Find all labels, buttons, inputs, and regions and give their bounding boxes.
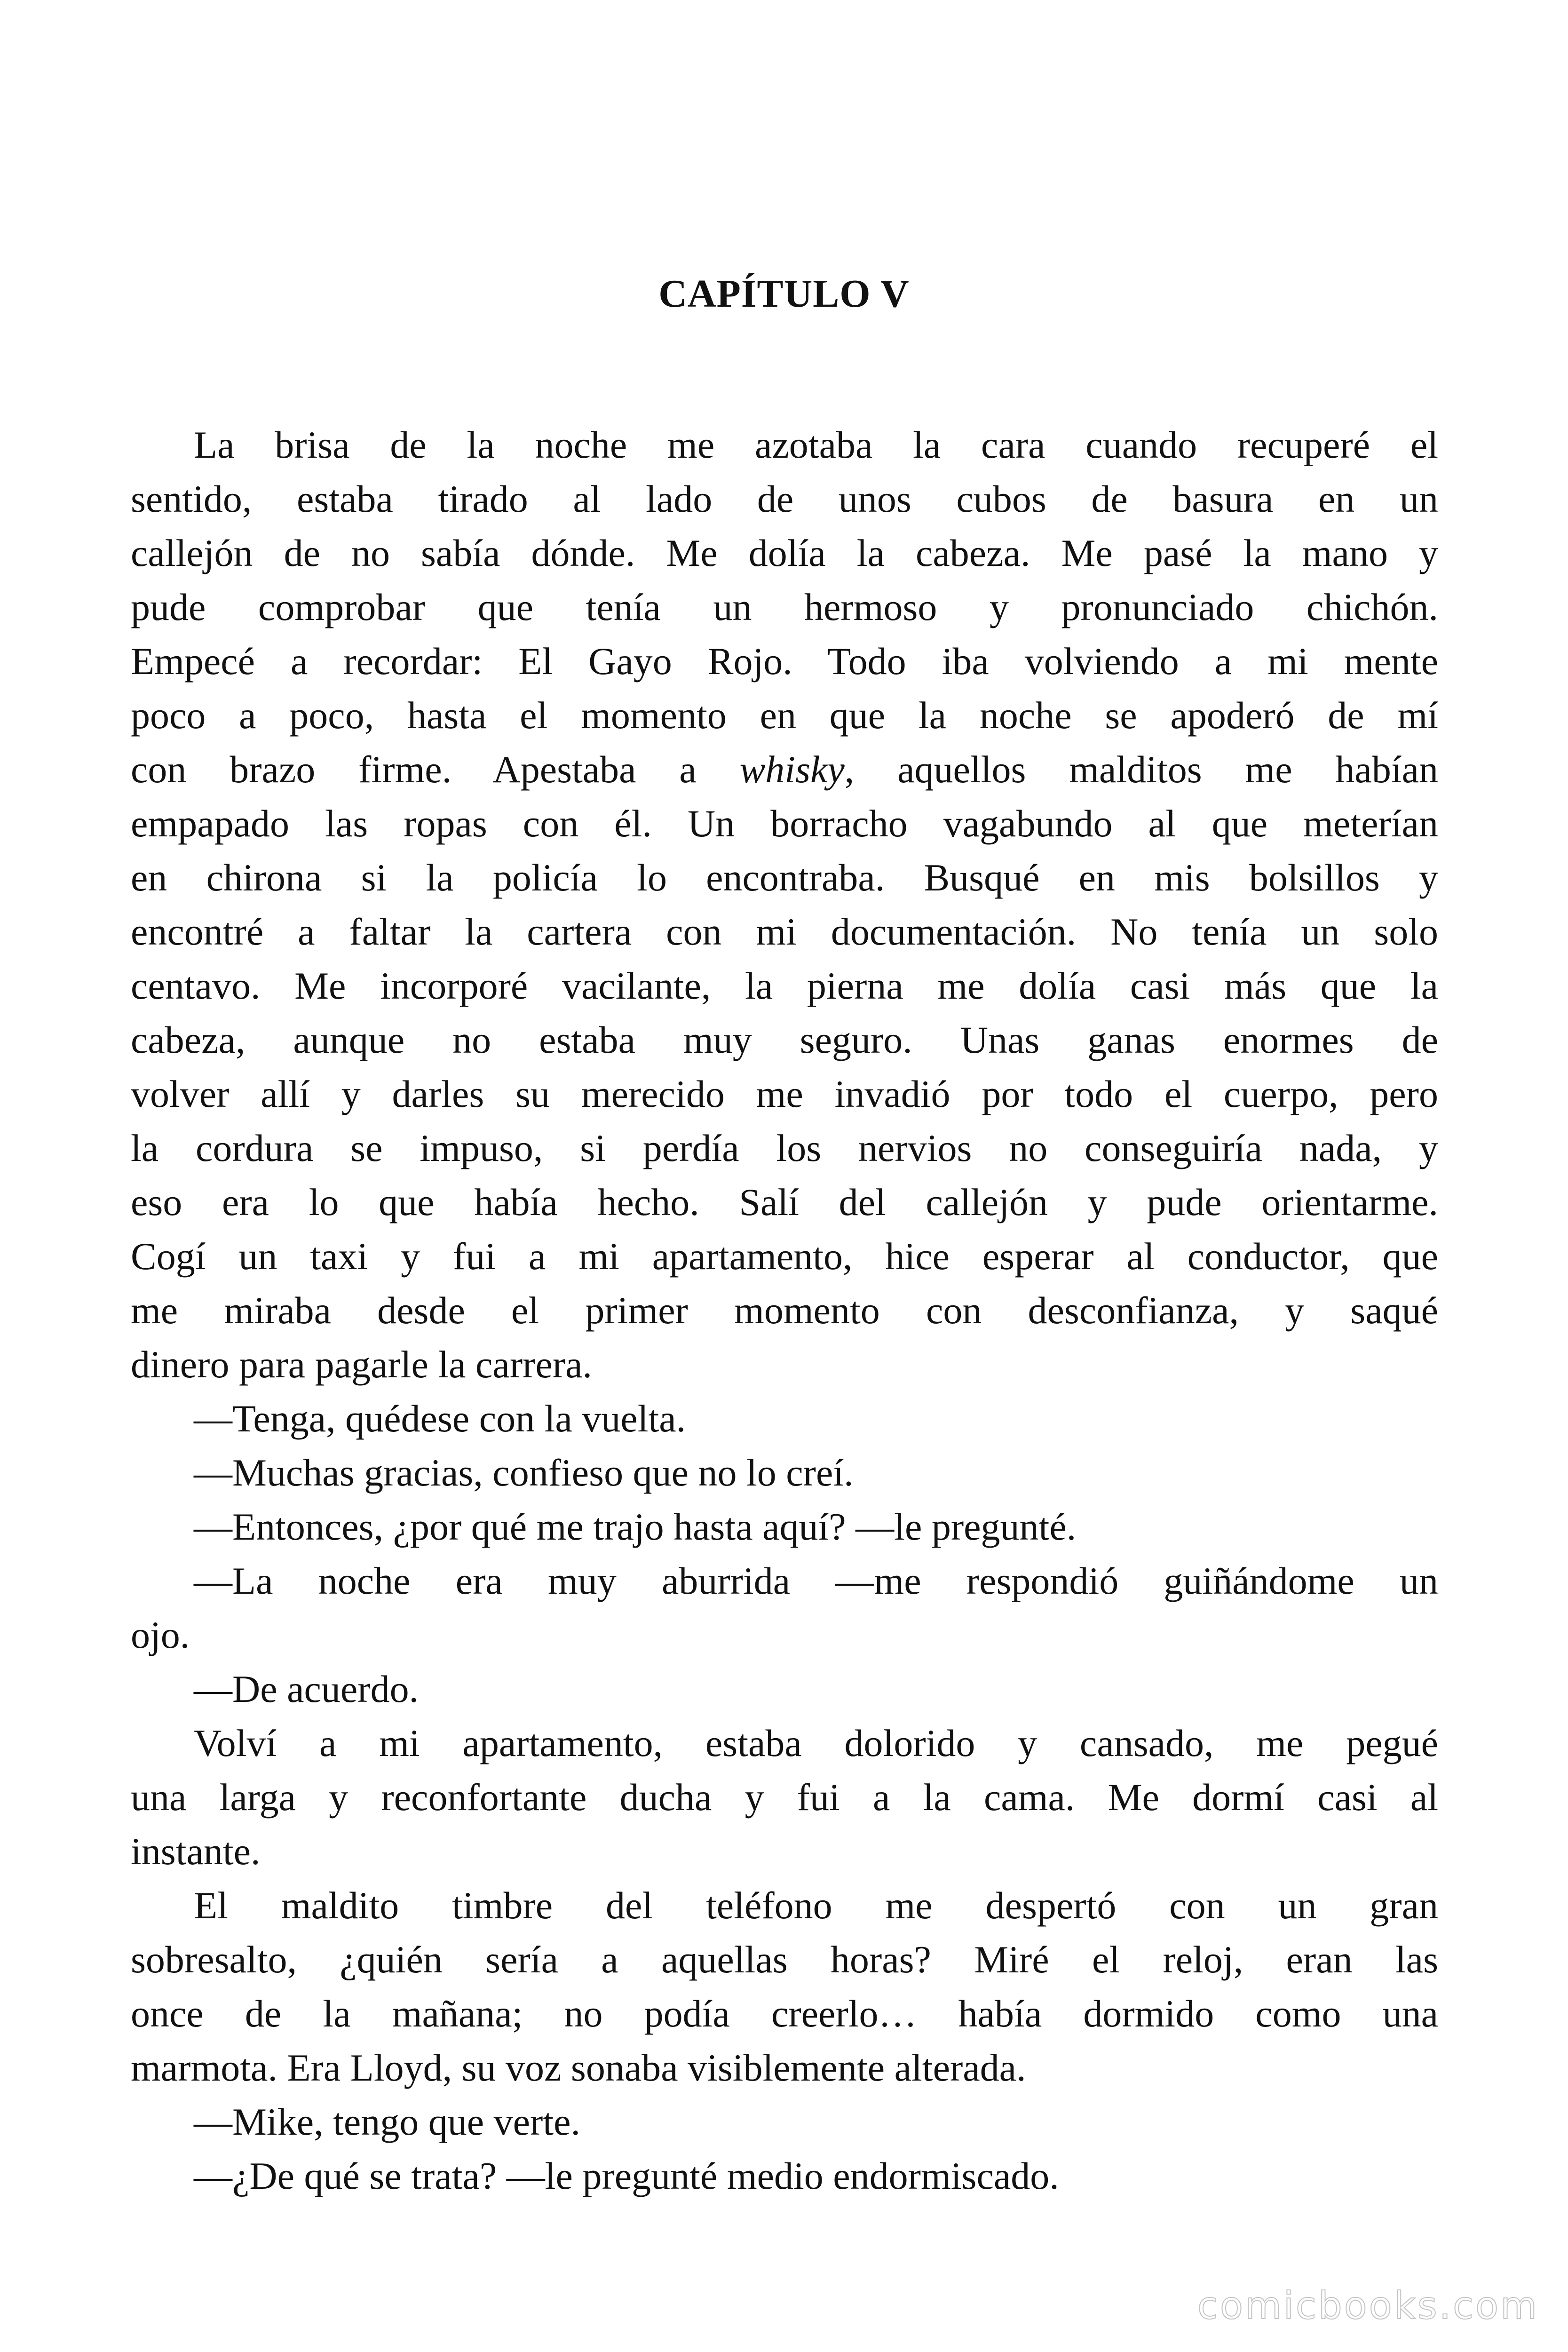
text-line: pude comprobar que tenía un hermoso y pronunciado chichón. (131, 586, 1438, 628)
text-line: —La noche era muy aburrida —me respondió guiñándome un (194, 1559, 1438, 1602)
text-line: —Entonces, ¿por qué me trajo hasta aquí? —le pregunté. (194, 1505, 1077, 1548)
text-line: Empecé a recordar: El Gayo Rojo. Todo iba volviendo a mi mente (131, 640, 1438, 683)
chapter-title: CAPÍTULO V (658, 272, 910, 316)
text-line: —De acuerdo. (194, 1668, 419, 1710)
text-line: —¿De qué se trata? —le pregunté medio endormiscado. (194, 2154, 1059, 2197)
text-line: dinero para pagarle la carrera. (131, 1343, 593, 1386)
watermark: comicbooks.com (1197, 2284, 1539, 2328)
text-line: Volví a mi apartamento, estaba dolorido y cansado, me pegué (194, 1722, 1438, 1764)
text-line: me miraba desde el primer momento con desconfianza, y saqué (131, 1289, 1438, 1332)
text-line: centavo. Me incorporé vacilante, la pierna me dolía casi más que la (131, 964, 1438, 1007)
text-line: volver allí y darles su merecido me invadió por todo el cuerpo, pero (131, 1073, 1438, 1115)
text-line: encontré a faltar la cartera con mi documentación. No tenía un solo (131, 910, 1438, 953)
text-line: once de la mañana; no podía creerlo… había dormido como una (131, 1992, 1438, 2035)
text-line: sobresalto, ¿quién sería a aquellas horas? Miré el reloj, eran las (131, 1938, 1438, 1981)
text-line: poco a poco, hasta el momento en que la noche se apoderó de mí (131, 694, 1438, 737)
text-line: cabeza, aunque no estaba muy seguro. Unas ganas enormes de (131, 1018, 1438, 1061)
italic-word: whisky (739, 748, 845, 791)
text-line: sentido, estaba tirado al lado de unos cubos de basura en un (131, 477, 1438, 520)
text-line: La brisa de la noche me azotaba la cara cuando recuperé el (194, 423, 1438, 466)
text-line: ojo. (131, 1613, 190, 1656)
text-line: —Tenga, quédese con la vuelta. (194, 1397, 686, 1440)
text-line: instante. (131, 1830, 261, 1873)
text-line: —Mike, tengo que verte. (194, 2100, 581, 2143)
text-line: la cordura se impuso, si perdía los nervios no conseguiría nada, y (131, 1127, 1438, 1169)
text-line: —Muchas gracias, confieso que no lo creí. (194, 1451, 854, 1494)
text-line: Cogí un taxi y fui a mi apartamento, hice esperar al conductor, que (131, 1235, 1438, 1278)
text-line: marmota. Era Lloyd, su voz sonaba visiblemente alterada. (131, 2046, 1026, 2089)
text-line: con brazo firme. Apestaba a whisky, aquellos malditos me habían (131, 748, 1438, 791)
text-line: eso era lo que había hecho. Salí del callejón y pude orientarme. (131, 1181, 1438, 1224)
chapter-body (131, 418, 1438, 2203)
text-line: callejón de no sabía dónde. Me dolía la cabeza. Me pasé la mano y (131, 532, 1438, 574)
text-line: una larga y reconfortante ducha y fui a la cama. Me dormí casi al (131, 1776, 1438, 1819)
text-line: empapado las ropas con él. Un borracho vagabundo al que meterían (131, 802, 1438, 845)
text-line: El maldito timbre del teléfono me despertó con un gran (194, 1884, 1438, 1927)
text-line: en chirona si la policía lo encontraba. Busqué en mis bolsillos y (131, 856, 1438, 899)
